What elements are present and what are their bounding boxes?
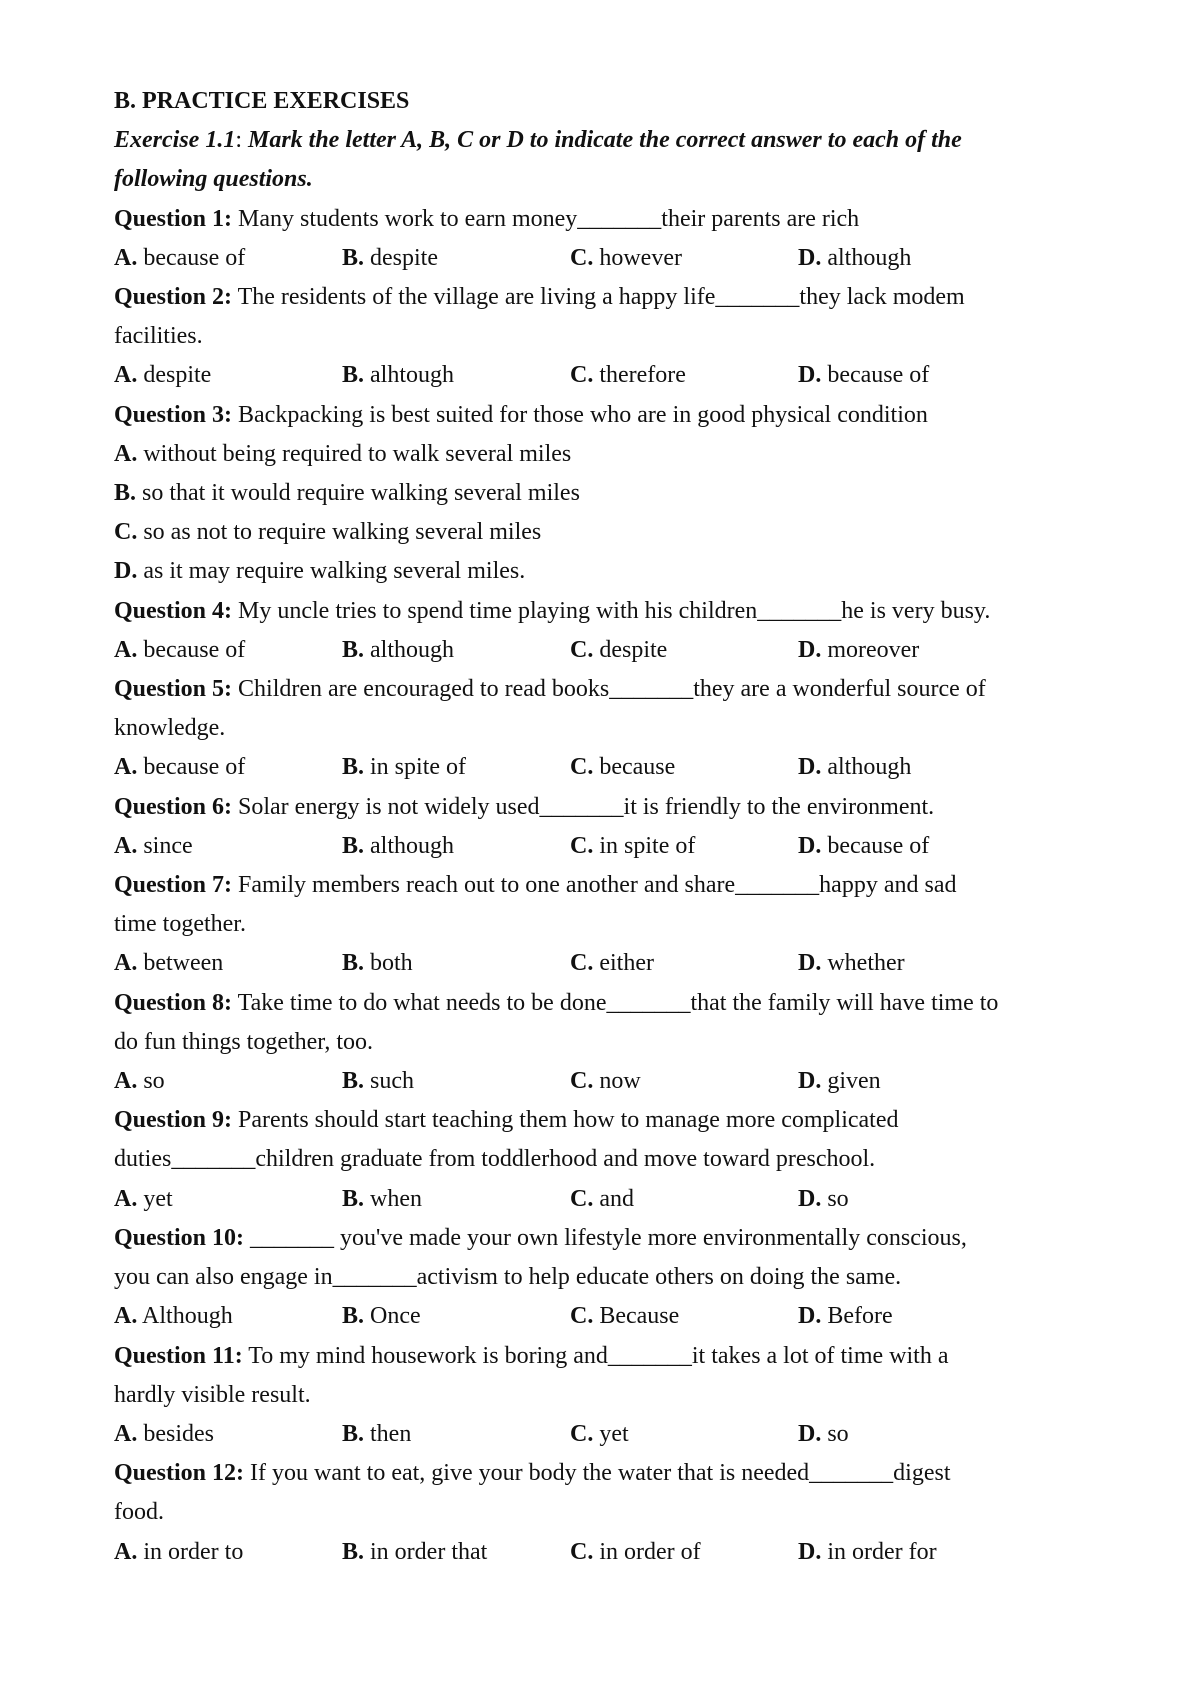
- option-text: because: [593, 754, 676, 781]
- answer-option-d: [798, 1062, 1026, 1101]
- question-text-line: [114, 1101, 1110, 1140]
- option-text: now: [593, 1068, 641, 1095]
- answer-option-b: [342, 1533, 570, 1572]
- option-letter: B.: [342, 1068, 365, 1095]
- option-text: because of: [821, 832, 930, 859]
- answer-option-a: [114, 356, 342, 395]
- question-8: [114, 984, 1110, 1102]
- option-text: because of: [137, 636, 246, 663]
- question-text-line: [114, 1454, 1110, 1493]
- question-3: [114, 396, 1110, 592]
- option-text: so: [821, 1420, 849, 1447]
- option-text: given: [821, 1068, 881, 1095]
- option-letter: A.: [114, 1420, 138, 1447]
- option-letter: D.: [798, 754, 822, 781]
- option-letter: A.: [114, 636, 138, 663]
- option-letter: A.: [114, 832, 138, 859]
- answer-options-row: [114, 944, 1110, 983]
- question-11: [114, 1337, 1110, 1455]
- option-text: since: [137, 832, 193, 859]
- option-text: either: [593, 950, 654, 977]
- answer-option-d: [798, 356, 1026, 395]
- option-text: because of: [821, 362, 930, 389]
- exercise-colon: :: [235, 127, 242, 154]
- option-text: despite: [364, 244, 438, 271]
- option-text: in spite of: [364, 754, 467, 781]
- answer-option-d: [798, 1415, 1026, 1454]
- exercise-label: Exercise 1.1: [114, 127, 236, 154]
- question-text-line: [114, 200, 1110, 239]
- option-letter: D.: [798, 244, 822, 271]
- answer-options-row: [114, 827, 1110, 866]
- question-text: Many students work to earn money_______their parents are rich: [232, 205, 860, 232]
- option-text: in order for: [821, 1538, 937, 1565]
- answer-option-a: [114, 1297, 342, 1336]
- question-text-line: [114, 592, 1110, 631]
- option-letter: C.: [570, 362, 594, 389]
- answer-option-b: [342, 827, 570, 866]
- option-letter: B.: [342, 1538, 365, 1565]
- option-text: so: [137, 1068, 165, 1095]
- option-text: without being required to walk several miles: [137, 440, 572, 467]
- answer-option-a: [114, 944, 342, 983]
- option-letter: D.: [114, 558, 138, 585]
- option-letter: C.: [570, 636, 594, 663]
- question-text-line: [114, 788, 1110, 827]
- option-text: although: [364, 832, 455, 859]
- question-label: Question 4:: [114, 597, 233, 624]
- answer-options-row: [114, 631, 1110, 670]
- question-label: Question 2:: [114, 284, 233, 311]
- question-label: Question 5:: [114, 676, 233, 703]
- option-text: besides: [137, 1420, 214, 1447]
- answer-options-row: [114, 1533, 1110, 1572]
- answer-option-b: [342, 748, 570, 787]
- option-letter: A.: [114, 1185, 138, 1212]
- question-text-line: [114, 317, 1110, 356]
- answer-option-b: [114, 474, 1110, 513]
- option-text: both: [364, 950, 413, 977]
- answer-option-c: [114, 513, 1110, 552]
- option-text: because of: [137, 754, 246, 781]
- answer-option-d: [798, 748, 1026, 787]
- option-text: as it may require walking several miles.: [137, 558, 526, 585]
- question-text-line: [114, 1140, 1110, 1179]
- answer-option-c: [570, 1533, 798, 1572]
- option-text: therefore: [593, 362, 686, 389]
- answer-option-d: [798, 944, 1026, 983]
- answer-option-d: [798, 827, 1026, 866]
- option-letter: C.: [570, 754, 594, 781]
- answer-option-c: [570, 239, 798, 278]
- option-text: in order that: [364, 1538, 488, 1565]
- question-text-line: [114, 1376, 1110, 1415]
- option-letter: A.: [114, 440, 138, 467]
- answer-option-a: [114, 1415, 342, 1454]
- option-text: such: [364, 1068, 415, 1095]
- question-text-line: [114, 866, 1110, 905]
- option-letter: D.: [798, 950, 822, 977]
- question-text: hardly visible result.: [114, 1381, 311, 1408]
- option-letter: B.: [342, 1420, 365, 1447]
- answer-option-c: [570, 631, 798, 670]
- question-label: Question 6:: [114, 793, 233, 820]
- option-letter: B.: [342, 1185, 365, 1212]
- question-text: To my mind housework is boring and_______it takes a lot of time with a: [242, 1342, 949, 1369]
- option-letter: D.: [798, 1538, 822, 1565]
- option-letter: D.: [798, 362, 822, 389]
- answer-option-a: [114, 239, 342, 278]
- option-text: Although: [137, 1303, 233, 1330]
- question-label: Question 7:: [114, 872, 233, 899]
- question-text-line: [114, 278, 1110, 317]
- option-text: despite: [593, 636, 668, 663]
- question-text: _______ you've made your own lifestyle more environmentally conscious,: [244, 1224, 967, 1251]
- questions-list: [114, 200, 1110, 1572]
- question-text: facilities.: [114, 323, 203, 350]
- option-letter: B.: [114, 480, 137, 507]
- option-letter: B.: [342, 244, 365, 271]
- exercise-instruction: [114, 121, 1110, 160]
- answer-option-b: [342, 1062, 570, 1101]
- question-text-line: [114, 1219, 1110, 1258]
- question-text: My uncle tries to spend time playing with his children_______he is very busy.: [232, 597, 991, 624]
- answer-options-row: [114, 1180, 1110, 1219]
- option-letter: B.: [342, 832, 365, 859]
- answer-option-b: [342, 1297, 570, 1336]
- answer-option-b: [342, 1180, 570, 1219]
- option-letter: D.: [798, 1068, 822, 1095]
- answer-option-b: [342, 356, 570, 395]
- answer-option-d: [798, 239, 1026, 278]
- option-letter: A.: [114, 1068, 138, 1095]
- question-text: Children are encouraged to read books_______they are a wonderful source of: [232, 676, 986, 703]
- question-text: duties_______children graduate from toddlerhood and move toward preschool.: [114, 1146, 876, 1173]
- answer-option-a: [114, 827, 342, 866]
- option-text: moreover: [821, 636, 920, 663]
- question-4: [114, 592, 1110, 670]
- option-text: and: [593, 1185, 634, 1212]
- question-text: you can also engage in_______activism to help educate others on doing the same.: [114, 1264, 902, 1291]
- option-letter: A.: [114, 950, 138, 977]
- option-letter: C.: [570, 1185, 594, 1212]
- option-text: then: [364, 1420, 412, 1447]
- question-text: knowledge.: [114, 715, 226, 742]
- question-label: Question 8:: [114, 989, 233, 1016]
- question-label: Question 11:: [114, 1342, 243, 1369]
- question-1: [114, 200, 1110, 278]
- option-text: Before: [821, 1303, 893, 1330]
- question-label: Question 10:: [114, 1224, 245, 1251]
- option-letter: A.: [114, 1538, 138, 1565]
- option-letter: A.: [114, 362, 138, 389]
- question-text: food.: [114, 1499, 164, 1526]
- question-text: If you want to eat, give your body the water that is needed_______digest: [244, 1460, 951, 1487]
- question-label: Question 3:: [114, 401, 233, 428]
- question-12: [114, 1454, 1110, 1572]
- option-letter: B.: [342, 636, 365, 663]
- question-text-line: [114, 1023, 1110, 1062]
- answer-option-b: [342, 239, 570, 278]
- option-text: when: [364, 1185, 422, 1212]
- answer-option-c: [570, 944, 798, 983]
- option-text: however: [593, 244, 682, 271]
- answer-option-a: [114, 631, 342, 670]
- answer-option-a: [114, 1062, 342, 1101]
- question-5: [114, 670, 1110, 788]
- question-text-line: [114, 396, 1110, 435]
- answer-options-row: [114, 1062, 1110, 1101]
- option-text: because of: [137, 244, 246, 271]
- option-text: so as not to require walking several miles: [137, 519, 542, 546]
- answer-option-b: [342, 1415, 570, 1454]
- option-text: although: [821, 244, 912, 271]
- answer-option-d: [798, 631, 1026, 670]
- option-text: between: [137, 950, 224, 977]
- exercise-instruction-line2: following questions.: [114, 166, 313, 193]
- question-9: [114, 1101, 1110, 1219]
- answer-option-b: [342, 631, 570, 670]
- option-letter: A.: [114, 244, 138, 271]
- option-letter: B.: [342, 1303, 365, 1330]
- option-text: in order of: [593, 1538, 701, 1565]
- section-title: B. PRACTICE EXERCISES: [114, 88, 410, 114]
- answer-option-b: [342, 944, 570, 983]
- exercise-instruction-line1: Mark the letter A, B, C or D to indicate the correct answer to each of the: [241, 127, 962, 154]
- question-text: Take time to do what needs to be done_______that the family will have time to: [232, 989, 999, 1016]
- question-text: Backpacking is best suited for those who are in good physical condition: [232, 401, 928, 428]
- answer-option-d: [798, 1297, 1026, 1336]
- question-text: Family members reach out to one another and share_______happy and sad: [232, 872, 957, 899]
- answer-option-a: [114, 748, 342, 787]
- answer-option-c: [570, 1180, 798, 1219]
- question-text: Parents should start teaching them how to manage more complicated: [232, 1107, 899, 1134]
- option-letter: C.: [570, 950, 594, 977]
- answer-options-row: [114, 1415, 1110, 1454]
- question-text: Solar energy is not widely used_______it is friendly to the environment.: [232, 793, 935, 820]
- answer-options-row: [114, 239, 1110, 278]
- question-text-line: [114, 670, 1110, 709]
- option-text: so: [821, 1185, 849, 1212]
- answer-option-c: [570, 1415, 798, 1454]
- question-label: Question 9:: [114, 1107, 233, 1134]
- answer-option-c: [570, 1062, 798, 1101]
- option-text: Once: [364, 1303, 421, 1330]
- answer-option-d: [114, 552, 1110, 591]
- answer-options-row: [114, 356, 1110, 395]
- question-label: Question 1:: [114, 205, 233, 232]
- option-letter: B.: [342, 362, 365, 389]
- question-6: [114, 788, 1110, 866]
- option-letter: C.: [570, 1538, 594, 1565]
- option-letter: D.: [798, 832, 822, 859]
- answer-option-c: [570, 1297, 798, 1336]
- option-letter: C.: [570, 244, 594, 271]
- option-letter: D.: [798, 636, 822, 663]
- answer-options-row: [114, 748, 1110, 787]
- option-letter: C.: [570, 1303, 594, 1330]
- option-letter: D.: [798, 1303, 822, 1330]
- option-text: yet: [137, 1185, 173, 1212]
- question-text: do fun things together, too.: [114, 1028, 374, 1055]
- option-letter: D.: [798, 1185, 822, 1212]
- option-letter: C.: [570, 1068, 594, 1095]
- option-letter: D.: [798, 1420, 822, 1447]
- answer-option-d: [798, 1180, 1026, 1219]
- question-2: [114, 278, 1110, 396]
- option-text: in order to: [137, 1538, 244, 1565]
- question-text-line: [114, 905, 1110, 944]
- answer-option-a: [114, 1533, 342, 1572]
- option-letter: A.: [114, 754, 138, 781]
- option-letter: C.: [570, 832, 594, 859]
- question-text-line: [114, 1493, 1110, 1532]
- option-text: alhtough: [364, 362, 455, 389]
- question-text: The residents of the village are living a happy life_______they lack modem: [232, 284, 965, 311]
- question-text-line: [114, 984, 1110, 1023]
- option-text: although: [821, 754, 912, 781]
- option-text: despite: [137, 362, 212, 389]
- question-7: [114, 866, 1110, 984]
- answer-option-a: [114, 435, 1110, 474]
- option-letter: C.: [114, 519, 138, 546]
- option-text: Because: [593, 1303, 680, 1330]
- option-text: in spite of: [593, 832, 696, 859]
- option-text: although: [364, 636, 455, 663]
- answer-option-c: [570, 748, 798, 787]
- option-letter: B.: [342, 950, 365, 977]
- question-text-line: [114, 1258, 1110, 1297]
- answer-option-d: [798, 1533, 1026, 1572]
- question-text: time together.: [114, 911, 246, 938]
- option-letter: A.: [114, 1303, 138, 1330]
- answer-option-c: [570, 356, 798, 395]
- question-label: Question 12:: [114, 1460, 245, 1487]
- answer-options-row: [114, 1297, 1110, 1336]
- option-letter: C.: [570, 1420, 594, 1447]
- question-text-line: [114, 709, 1110, 748]
- question-10: [114, 1219, 1110, 1337]
- answer-option-c: [570, 827, 798, 866]
- option-text: so that it would require walking several miles: [136, 480, 580, 507]
- question-text-line: [114, 1337, 1110, 1376]
- option-text: whether: [821, 950, 905, 977]
- option-letter: B.: [342, 754, 365, 781]
- option-text: yet: [593, 1420, 629, 1447]
- answer-option-a: [114, 1180, 342, 1219]
